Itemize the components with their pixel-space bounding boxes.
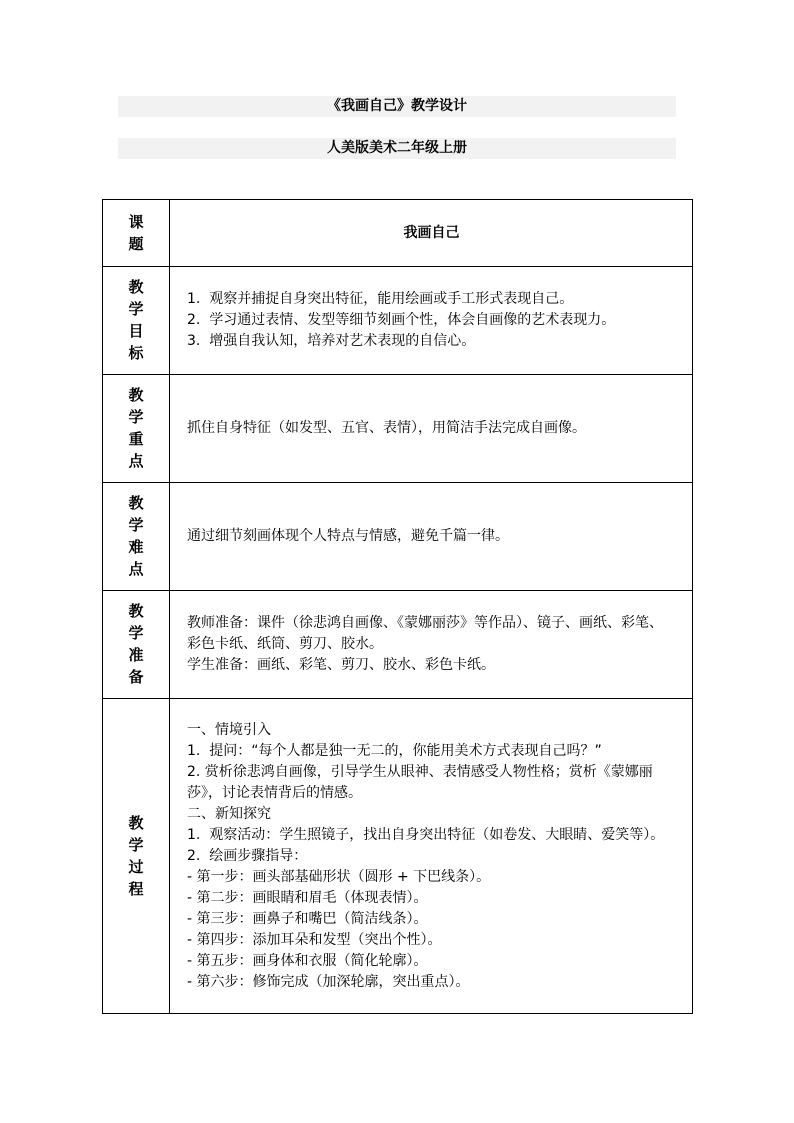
process-line: 2. 赏析徐悲鸿自画像，引导学生从眼神、表情感受人物性格；赏析《蒙娜丽莎》，讨论表情背后的情感。	[187, 763, 653, 801]
process-line: 1. 提问：“每个人都是独一无二的，你能用美术方式表现自己吗？”	[187, 742, 602, 759]
process-line: - 第四步：添加耳朵和发型（突出个性）。	[187, 931, 442, 948]
preparation-item: 教师准备：课件（徐悲鸿自画像、《蒙娜丽莎》等作品）、镜子、画纸、彩笔、彩色卡纸、纸筒、剪刀、胶水。	[187, 615, 663, 652]
row-content-process	[170, 699, 693, 1014]
row-content-preparation	[170, 591, 693, 699]
row-content-key-points	[170, 375, 693, 483]
process-line: - 第六步：修饰完成（加深轮廓，突出重点）。	[187, 973, 470, 990]
row-preparation	[103, 591, 693, 699]
objective-item: 2. 学习通过表情、发型等细节刻画个性，体会自画像的艺术表现力。	[187, 312, 616, 328]
row-label-objectives: 教学目标	[103, 267, 170, 375]
topic-text: 我画自己	[403, 224, 460, 241]
process-line: 1. 观察活动：学生照镜子，找出自身突出特征（如卷发、大眼睛、爱笑等）。	[187, 826, 665, 843]
preparation-item: 学生准备：画纸、彩笔、剪刀、胶水、彩色卡纸。	[187, 657, 495, 673]
row-label-preparation: 教学准备	[103, 591, 170, 699]
row-difficulties	[103, 483, 693, 591]
row-label-key-points: 教学重点	[103, 375, 170, 483]
document-title: 《我画自己》教学设计	[118, 96, 676, 117]
process-line: - 第五步：画身体和衣服（简化轮廓）。	[187, 952, 428, 969]
row-content-objectives	[170, 267, 693, 375]
process-line: 二、新知探究	[187, 805, 271, 822]
process-line: 一、情境引入	[187, 721, 271, 738]
process-line: - 第二步：画眼睛和眉毛（体现表情）。	[187, 889, 428, 906]
objective-item: 1. 观察并捕捉自身突出特征，能用绘画或手工形式表现自己。	[187, 291, 574, 307]
objective-item: 3. 增强自我认知，培养对艺术表现的自信心。	[187, 333, 476, 349]
row-label-difficulties: 教学难点	[103, 483, 170, 591]
process-line: 2. 绘画步骤指导：	[187, 847, 308, 864]
row-key-points	[103, 375, 693, 483]
process-line: - 第三步：画鼻子和嘴巴（简洁线条）。	[187, 910, 428, 927]
process-line: - 第一步：画头部基础形状（圆形 + 下巴线条）。	[187, 868, 491, 885]
row-topic	[103, 200, 693, 267]
row-content-difficulties	[170, 483, 693, 591]
row-label-process: 教学过程	[103, 699, 170, 1014]
key-point-text: 抓住自身特征（如发型、五官、表情），用简洁手法完成自画像。	[187, 420, 586, 436]
row-objectives	[103, 267, 693, 375]
document-subtitle: 人美版美术二年级上册	[118, 138, 676, 159]
row-label-topic: 课题	[103, 200, 170, 267]
row-process	[103, 699, 693, 1014]
lesson-plan-table	[102, 199, 693, 1014]
row-content-topic	[170, 200, 693, 267]
difficulty-text: 通过细节刻画体现个人特点与情感，避免千篇一律。	[187, 528, 509, 544]
